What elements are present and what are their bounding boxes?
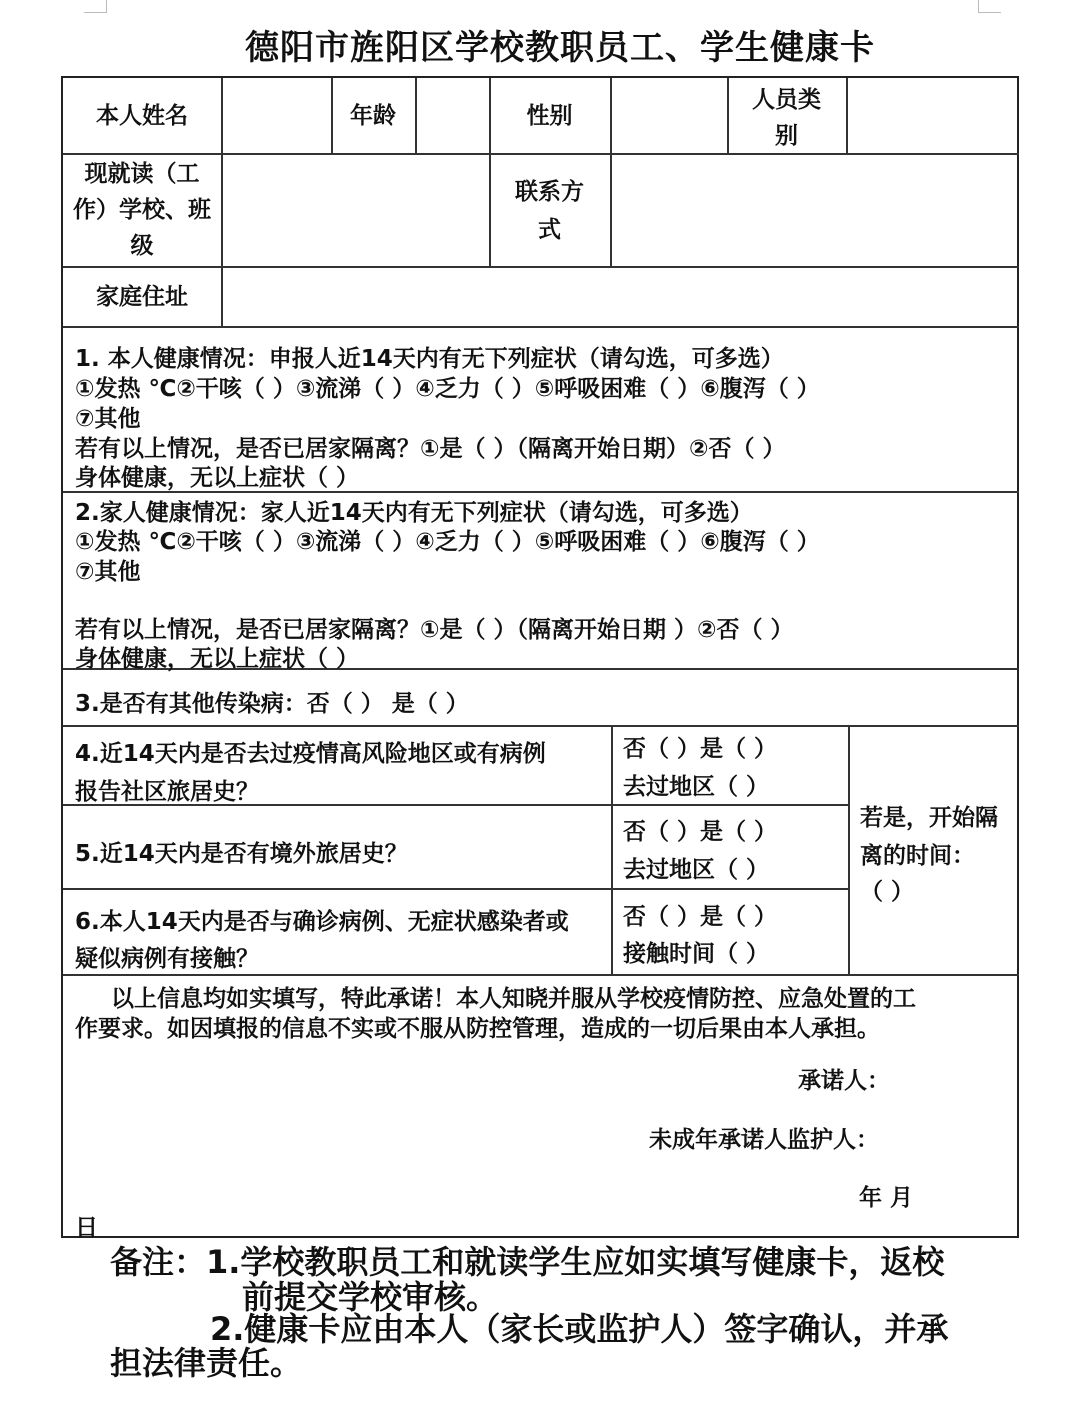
school-label-line1: 现就读（工	[84, 161, 200, 187]
contact-question-line2: 疑似病例有接触？	[75, 946, 259, 972]
row-divider	[63, 974, 1019, 976]
col-divider	[848, 725, 850, 974]
row-divider	[63, 153, 1019, 155]
page-title: 德阳市旌阳区学校教职员工、学生健康卡	[245, 28, 875, 68]
gender-label: 性别	[526, 103, 573, 129]
contact-question-line1: 6.本人14天内是否与确诊病例、无症状感染者或	[75, 909, 569, 935]
category-label-line1: 人员类	[752, 87, 821, 113]
col-divider	[611, 725, 613, 974]
date-year-month: 年 月	[859, 1185, 914, 1211]
high-risk-question-line1: 4.近14天内是否去过疫情高风险地区或有病例	[75, 741, 546, 767]
row-divider	[63, 266, 1019, 268]
high-risk-area: 去过地区（ ）	[623, 774, 770, 800]
note-line3: 2.健康卡应由本人（家长或监护人）签字确认，并承	[210, 1310, 949, 1348]
self-health-question: 1. 本人健康情况：申报人近14天内有无下列症状（请勾选，可多选）	[75, 346, 784, 372]
address-label: 家庭住址	[96, 284, 188, 310]
overseas-travel-question: 5.近14天内是否有境外旅居史？	[75, 841, 408, 867]
self-symptom-other: ⑦其他	[75, 406, 141, 432]
health-card-form	[61, 76, 1019, 1241]
col-divider	[846, 78, 848, 153]
isolation-start-label-line2: 离的时间：	[860, 843, 975, 869]
col-divider	[610, 78, 612, 266]
signer-label: 承诺人：	[798, 1068, 890, 1094]
col-divider	[415, 78, 417, 153]
guardian-label: 未成年承诺人监护人：	[649, 1127, 879, 1153]
row-divider	[63, 725, 1019, 727]
high-risk-question-line2: 报告社区旅居史？	[75, 779, 259, 805]
page-corner-mark-left	[84, 0, 107, 13]
col-divider	[221, 153, 223, 326]
age-label: 年龄	[350, 103, 396, 129]
note-line1: 备注：1.学校教职员工和就读学生应如实填写健康卡，返校	[110, 1243, 945, 1281]
family-health-question: 2.家人健康情况：家人近14天内有无下列症状（请勾选，可多选）	[75, 500, 753, 526]
overseas-travel-answer: 否（ ）是（ ）	[623, 819, 778, 845]
isolation-start-label-line1: 若是，开始隔	[860, 805, 998, 831]
col-divider	[221, 78, 223, 153]
overseas-travel-area: 去过地区（ ）	[623, 857, 770, 883]
family-healthy-option: 身体健康，无以上症状（ ）	[75, 646, 360, 672]
infectious-disease-question: 3.是否有其他传染病：否（ ） 是（ ）	[75, 691, 469, 717]
date-day: 日	[75, 1215, 98, 1241]
promise-text-line1: 以上信息均如实填写，特此承诺！本人知晓并服从学校疫情防控、应急处置的工	[111, 986, 916, 1012]
row-divider	[63, 326, 1019, 328]
self-isolation-question: 若有以上情况，是否已居家隔离？①是（ ）（隔离开始日期）②否（ ）	[75, 436, 786, 462]
school-label-line2: 作）学校、班	[73, 197, 211, 223]
note-line4: 担法律责任。	[110, 1344, 303, 1382]
row-divider	[63, 888, 848, 890]
category-label-line2: 别	[775, 123, 798, 149]
contact-label-line1: 联系方	[515, 179, 584, 205]
page-corner-mark-right	[978, 0, 1001, 13]
isolation-start-blank: （ ）	[860, 879, 915, 905]
family-isolation-question: 若有以上情况，是否已居家隔离？①是（ ）（隔离开始日期 ）②否（ ）	[75, 617, 794, 643]
school-label-line3: 级	[130, 233, 154, 259]
family-symptom-other: ⑦其他	[75, 559, 141, 585]
family-symptom-options: ①发热 ℃②干咳（ ）③流涕（ ）④乏力（ ）⑤呼吸困难（ ）⑥腹泻（ ）	[75, 529, 820, 555]
contact-time: 接触时间（ ）	[623, 941, 770, 967]
note-line2: 前提交学校审核。	[242, 1278, 499, 1316]
contact-answer: 否（ ）是（ ）	[623, 904, 778, 930]
promise-text-line2: 作要求。如因填报的信息不实或不服从防控管理，造成的一切后果由本人承担。	[75, 1016, 880, 1042]
self-healthy-option: 身体健康，无以上症状（ ）	[75, 465, 360, 491]
high-risk-answer: 否（ ）是（ ）	[623, 736, 778, 762]
self-symptom-options: ①发热 ℃②干咳（ ）③流涕（ ）④乏力（ ）⑤呼吸困难（ ）⑥腹泻（ ）	[75, 376, 820, 402]
contact-label-line2: 式	[538, 217, 561, 243]
name-label: 本人姓名	[96, 103, 188, 129]
